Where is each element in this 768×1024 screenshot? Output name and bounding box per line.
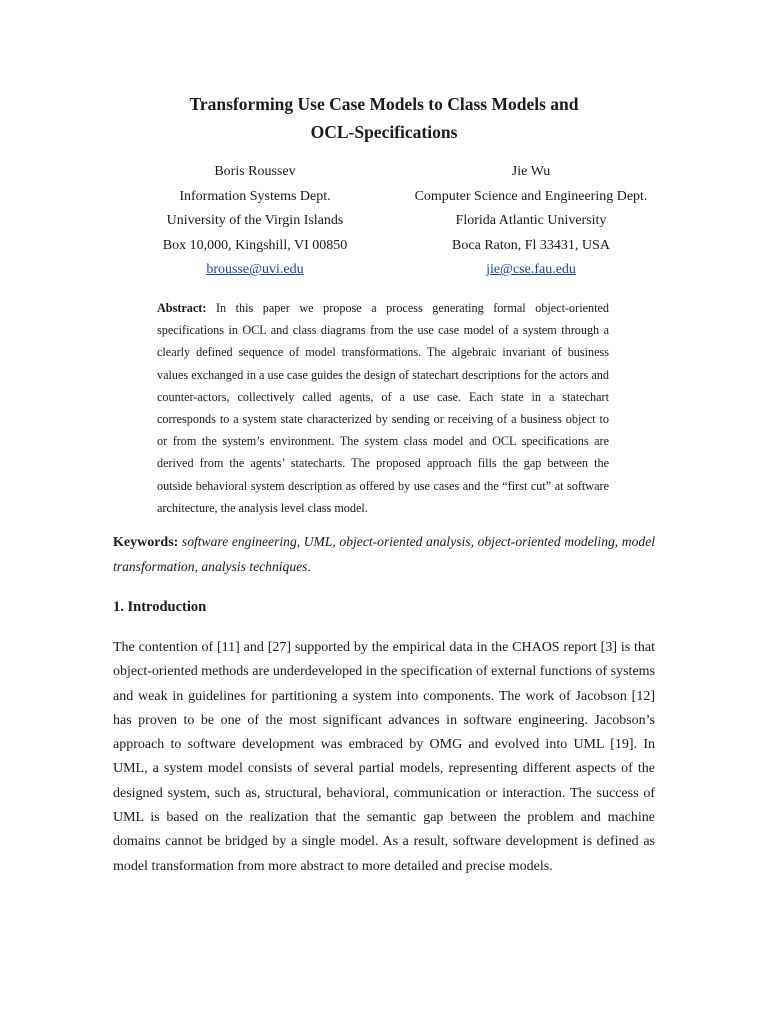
abstract [157, 297, 609, 519]
author-dept: Computer Science and Engineering Dept. [414, 188, 648, 204]
abstract-label: Abstract: [157, 301, 207, 315]
author-institution: Florida Atlantic University [455, 213, 607, 228]
intro-paragraph: The contention of [11] and [27] supported by the empirical data in the CHAOS report [3] is that object-oriented methods are underdeveloped in the specification of external functions of systems and weak in guidelines for partitioning a system into components. The work of Jacobson [12] has proven to be one of the most significant advances in software engineering. Jacobson’s approach to software development was embraced by OMG and evolved into UML [19]. In UML, a system model consists of several partial models, representing different aspects of the designed system, such as, structural, behavioral, communication or interaction. The success of UML is based on the realization that the semantic gap between the problem and machine domains cannot be bridged by a single model. As a result, software development is defined as model transformation from more abstract to more detailed and precise models. [113, 640, 655, 874]
keywords-end: . [307, 559, 311, 574]
title-line-1: Transforming Use Case Models to Class Models and [189, 94, 579, 114]
keywords-label: Keywords: [113, 535, 179, 550]
author-address: Box 10,000, Kingshill, VI 00850 [162, 237, 348, 253]
abstract-text: In this paper we propose a process generating formal object-oriented specifications in OCL and class diagrams from the use case model of a system through a clearly defined sequence of model transformations. The algebraic invariant of business values exchanged in a use case guides the design of statechart descriptions for the actors and counter-actors, collectively called agents, of a use case. Each state in a statechart corresponds to a system state characterized by sending or receiving of a business object to or from the system’s environment. The system class model and OCL specifications are derived from the agents’ statecharts. The proposed approach fills the gap between the outside behavioral system description as offered by use cases and the “first cut” at software architecture, the analysis level class model. [157, 301, 609, 515]
paper-title [0, 90, 768, 146]
section-heading: 1. Introduction [113, 599, 207, 615]
author-2 [400, 160, 662, 283]
title-line-2: OCL-Specifications [310, 122, 458, 142]
author-name: Boris Roussev [214, 164, 296, 179]
author-address: Boca Raton, Fl 33431, USA [452, 237, 610, 253]
author-1 [128, 160, 382, 283]
keywords-text: software engineering, UML, object-oriented analysis, object-oriented modeling, model transformation, analysis techniques [113, 534, 655, 574]
author-dept: Information Systems Dept. [179, 188, 331, 204]
keywords [113, 530, 655, 579]
author-email-link[interactable]: jie@cse.fau.edu [486, 262, 576, 277]
author-email-link[interactable]: brousse@uvi.edu [206, 262, 304, 277]
author-institution: University of the Virgin Islands [166, 213, 344, 228]
author-name: Jie Wu [511, 164, 551, 179]
